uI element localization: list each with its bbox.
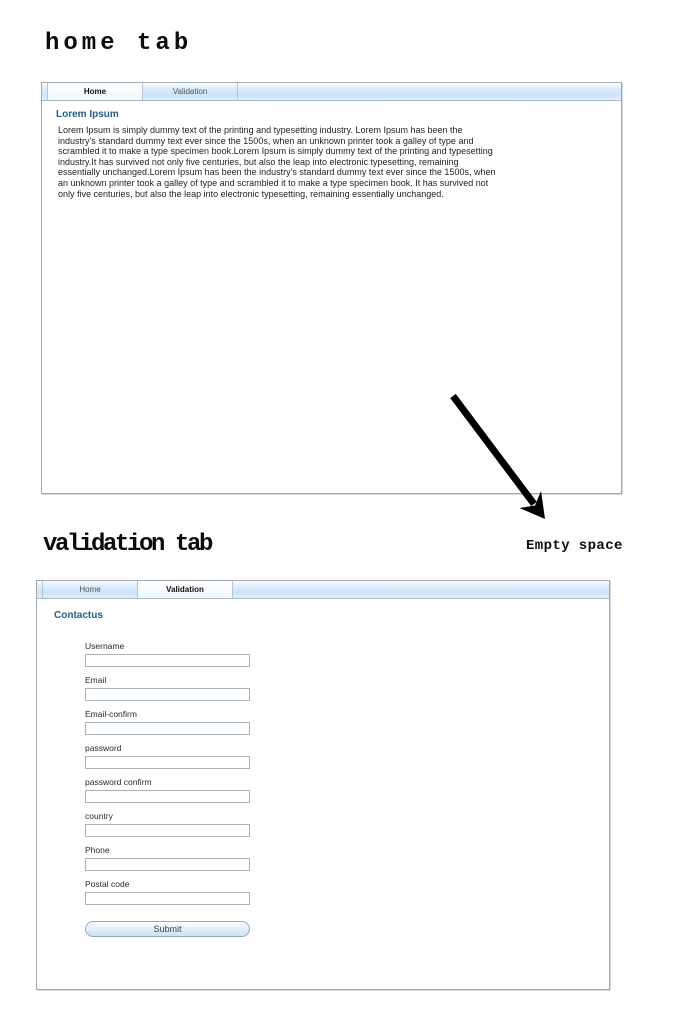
form-row-username — [85, 641, 255, 667]
tab-bar — [42, 83, 621, 101]
password-confirm-label: password confirm — [85, 777, 152, 787]
arrow-annotation — [445, 388, 557, 530]
email-label: Email — [85, 675, 107, 685]
tab-home[interactable]: Home — [42, 581, 138, 598]
tab-bar — [37, 581, 609, 599]
username-input[interactable] — [85, 654, 250, 667]
tab-validation[interactable]: Validation — [142, 83, 238, 100]
home-tab-annotation-title: home tab — [45, 30, 193, 57]
empty-space-annotation: Empty space — [526, 538, 623, 554]
username-label: Username — [85, 641, 125, 651]
form-row-password — [85, 743, 255, 769]
password-input[interactable] — [85, 756, 250, 769]
password-confirm-input[interactable] — [85, 790, 250, 803]
lorem-ipsum-paragraph: Lorem Ipsum is simply dummy text of the printing and typesetting industry. Lorem Ipsum has been the industry's standard dummy text ever since the 1500s, when an unknown printer took a galley of type and scrambled it to make a type specimen book.Lorem Ipsum is simply dummy text of the printing and typesetting industry.It has survived not only five centuries, but also the leap into electronic typesetting, remaining essentially unchanged.Lorem Ipsum has been the industry's standard dummy text ever since the 1500s, when an unknown printer took a galley of type and scrambled it to make a type specimen book. It has survived not only five centuries, but also the leap into electronic typesetting, remaining essentially unchanged. — [58, 125, 496, 199]
postal-code-label: Postal code — [85, 879, 130, 889]
email-confirm-input[interactable] — [85, 722, 250, 735]
tab-home[interactable]: Home — [47, 83, 143, 100]
validation-tab-annotation-title: validation tab — [43, 531, 212, 558]
form-row-email — [85, 675, 255, 701]
validation-tab-panel — [36, 580, 610, 990]
country-input[interactable] — [85, 824, 250, 837]
validation-tab-content — [37, 599, 609, 989]
phone-label: Phone — [85, 845, 110, 855]
contact-form — [85, 641, 255, 937]
form-row-postal-code — [85, 879, 255, 905]
postal-code-input[interactable] — [85, 892, 250, 905]
lorem-ipsum-heading: Lorem Ipsum — [56, 109, 119, 120]
form-row-phone — [85, 845, 255, 871]
submit-button[interactable]: Submit — [85, 921, 250, 937]
country-label: country — [85, 811, 113, 821]
form-row-country — [85, 811, 255, 837]
email-input[interactable] — [85, 688, 250, 701]
form-row-password-confirm — [85, 777, 255, 803]
tab-validation[interactable]: Validation — [137, 581, 233, 598]
phone-input[interactable] — [85, 858, 250, 871]
email-confirm-label: Email-confirm — [85, 709, 137, 719]
form-row-email-confirm — [85, 709, 255, 735]
contactus-heading: Contactus — [54, 610, 103, 621]
password-label: password — [85, 743, 122, 753]
